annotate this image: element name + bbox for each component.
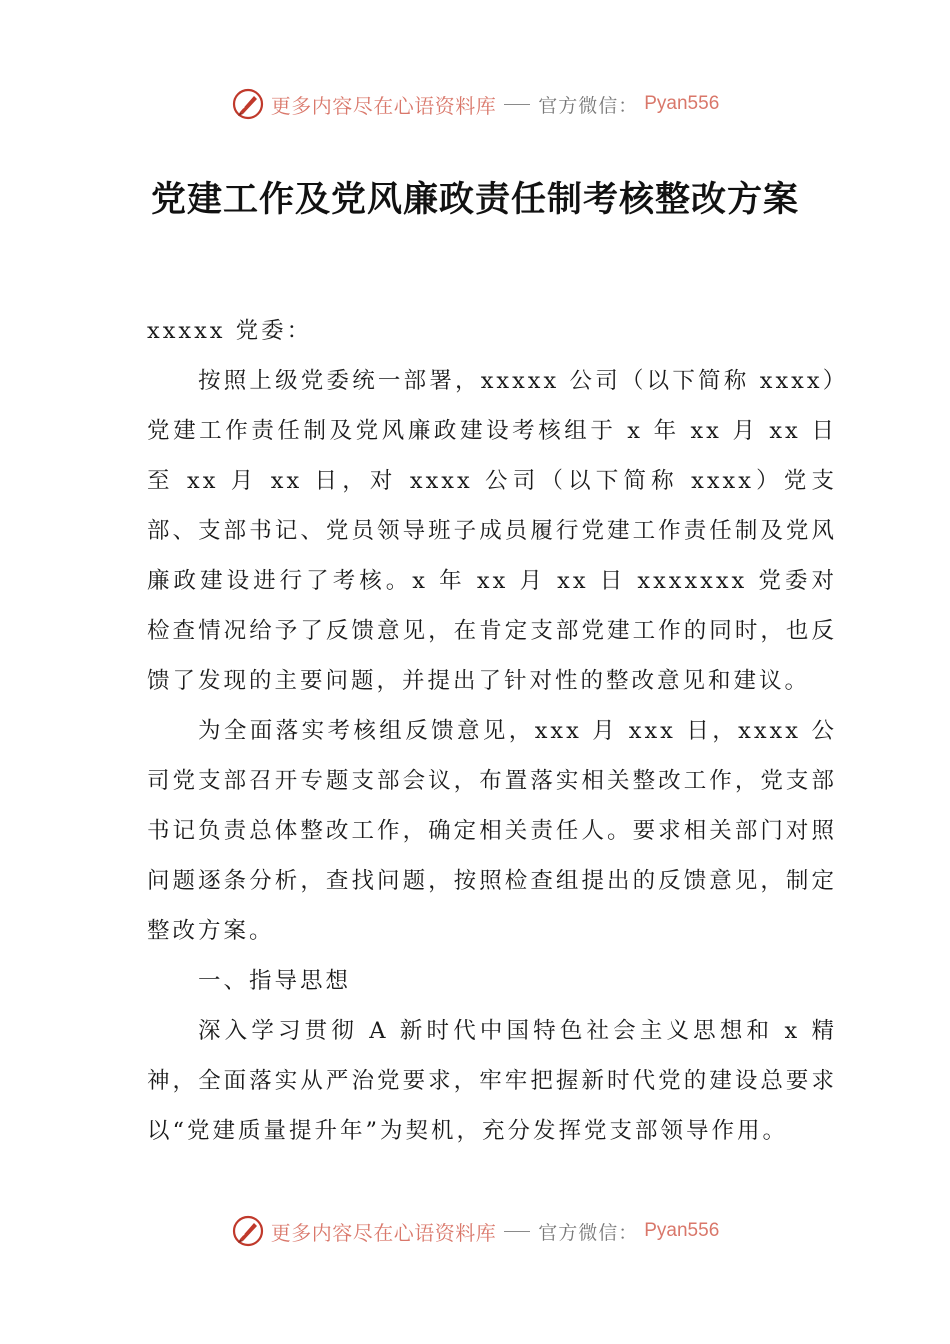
paragraph-2: 为全面落实考核组反馈意见，xxx 月 xxx 日，xxxx 公司党支部召开专题支部会议，布置落实相关整改工作，党支部书记负责总体整改工作，确定相关责任人。要求相关部门对照问题逐条分析，查找问题，按照检查组提出的反馈意见，制定整改方案。	[147, 718, 837, 944]
watermark-label: 官方微信：	[538, 94, 639, 117]
document-body	[147, 306, 837, 1156]
watermark-text: 更多内容尽在心语资料库	[270, 1220, 497, 1245]
watermark-wechat-id: Pyan556	[644, 93, 720, 114]
watermark-footer	[0, 1211, 950, 1251]
salutation: xxxxx 党委：	[147, 318, 313, 344]
section-heading-guiding-thought: 一、指导思想	[198, 968, 352, 994]
pen-logo-icon	[231, 1214, 265, 1248]
paragraph-1: 按照上级党委统一部署，xxxxx 公司（以下简称 xxxx）党建工作责任制及党风廉政建设考核组于 x 年 xx 月 xx 日至 xx 月 xx 日，对 xxxx 公司（以下简称 xxxx）党支部、支部书记、党员领导班子成员履行党建工作责任制及党风廉政建设进行了考核。x 年 xx 月 xx 日 xxxxxxx 党委对检查情况给予了反馈意见，在肯定支部党建工作的同时，也反馈了发现的主要问题，并提出了针对性的整改意见和建议。	[147, 368, 837, 694]
document-title: 党建工作及党风廉政责任制考核整改方案	[150, 179, 799, 220]
pen-logo-icon	[231, 87, 265, 121]
watermark-header	[0, 84, 950, 124]
watermark-label: 官方微信：	[538, 1221, 639, 1244]
paragraph-3: 深入学习贯彻 A 新时代中国特色社会主义思想和 x 精神，全面落实从严治党要求，牢牢把握新时代党的建设总要求以“党建质量提升年”为契机，充分发挥党支部领导作用。	[147, 1018, 837, 1144]
watermark-text: 更多内容尽在心语资料库	[270, 93, 497, 118]
watermark-wechat-id: Pyan556	[644, 1220, 720, 1241]
watermark-dash	[504, 104, 530, 105]
watermark-dash	[504, 1231, 530, 1232]
